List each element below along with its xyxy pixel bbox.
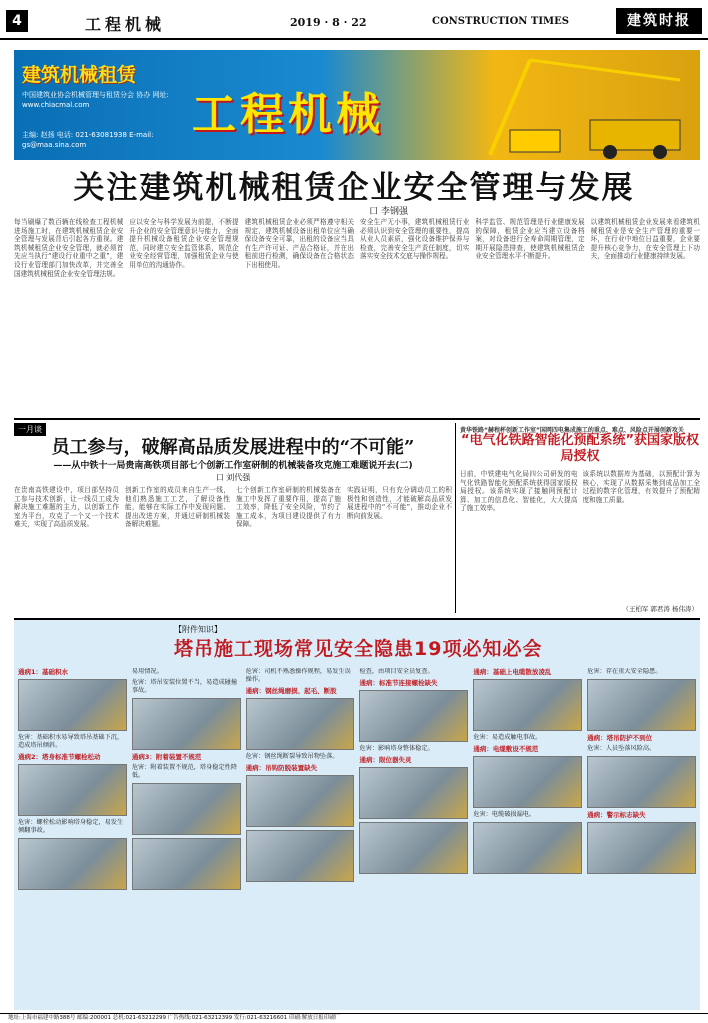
safety-column [473,668,582,1008]
hazard-caption: 危害：司机不熟悉操作规程，易发生误操作。 [245,668,351,683]
article-column: 以建筑机械租赁企业发展来看建筑机械租赁业是安全生产管理的重要一环，在行业中地位日益重要，企业要提升核心竞争力，在安全管理上下功夫，全面推动行业健康持续发展。 [590,218,700,261]
side-story-credit: （王柏军 郭君涛 杨伟涛） [622,605,698,613]
site-photo [18,838,127,890]
feature-subtitle: ——从中铁十一局贵南高铁项目部七个创新工作室研制的机械装备攻克施工难题说开去(二) [53,461,413,471]
article-column: 科学监管、规范管理是行业健康发展的保障，租赁企业应当建立设备档案，对设备进行全寿命周期管理，定期开展隐患排查，使建筑机械租赁企业安全管理水平不断提升。 [475,218,585,261]
article-column: 安全生产无小事，建筑机械租赁行业必须认识到安全管理的重要性，提高从业人员素质，强化设备维护保养与检查，完善安全生产责任制度，切实落实安全技术交底与操作规程。 [359,218,470,261]
safety-column [587,668,696,1008]
page-footer: 地址:上海市福建中路388号 邮编:200001 总机:021-63212299 广告热线:021-63212399 发行:021-63216601 印刷:解放日报印刷厂 [0,1013,708,1023]
site-photo [359,767,468,819]
feature-tag: 一月谈 [14,423,46,436]
site-photo [18,679,127,731]
page-number: 4 [6,10,28,32]
hazard-caption: 危害：钢丝绳断裂导致吊物坠落。 [245,753,339,760]
issue-date: 2019 · 8 · 22 [290,16,367,29]
site-photo [473,822,582,874]
safety-title: 塔吊施工现场常见安全隐患19项必知必会 [174,638,543,660]
lead-headline: 关注建筑机械租赁企业安全管理与发展 [73,170,635,206]
hazard-heading: 通病：标准节连接螺栓缺失 [359,679,438,687]
safety-column [132,668,241,1008]
article-column: 实践证明，只有充分调动员工的积极性和创造性，才能破解高品质发展进程中的“不可能”，推动企业不断向前发展。 [347,486,452,520]
hazard-heading: 通病：吊钩防脱装置缺失 [245,764,318,772]
article-column: 日前，中铁建电气化局四公司研发的电气化铁路智能化预配系统获得国家版权局授权。该系统实现了接触网预配计算、加工的信息化、智能化，大大提高了施工效率。 [460,470,578,513]
hazard-caption: 危害：螺栓松动影响塔身稳定，易发生倾翻事故。 [18,819,124,834]
hazard-heading: 通病：钢丝绳磨损、起毛、断股 [245,687,337,695]
hazard-heading: 通病1：基础积水 [18,668,69,676]
site-photo [132,698,241,750]
site-photo [587,679,696,731]
site-photo [18,764,127,816]
hazard-caption: 危害：存在重大安全隐患。 [587,668,662,675]
banner-org: 中国建筑业协会机械管理与租赁分会 协办 网址: www.chiacmal.com [22,91,169,109]
hazard-caption: 危害：易造成触电事故。 [473,734,542,741]
hazard-heading: 通病：塔吊防护不到位 [587,734,653,742]
hazard-caption: 危害：塔吊安装位置不当，易造成碰撞事故。 [131,679,238,694]
site-photo [132,783,241,835]
hazard-caption: 危害：电缆破损漏电。 [473,811,536,818]
column-rule [455,423,456,613]
safety-column [359,668,468,1008]
side-story-body [460,470,700,600]
banner-subtitle: 建筑机械租赁 [22,64,137,86]
hazard-heading: 通病2：塔身标准节螺栓松动 [18,753,101,761]
hazard-caption: 危害：人员坠落风险高。 [587,745,656,752]
article-column: 该系统以数据库为基础，以预配计算为核心，实现了从数据采集到成品加工全过程的数字化管理，有效提升了预配精度和施工质量。 [582,470,700,504]
article-column: 创新工作室的成员来自生产一线，他们熟悉施工工艺，了解设备性能，能够在实际工作中发现问题、提出改进方案，并通过研制机械装备解决难题。 [125,486,230,529]
feature-title: 员工参与，破解高品质发展进程中的“不可能” [51,437,415,458]
site-photo [132,838,241,890]
feature-author: 口 刘代强 [215,473,251,482]
hazard-heading: 通病：电缆敷设不规范 [473,745,539,753]
lead-article-body [14,218,700,414]
hazard-heading: 通病3：附着装置不规范 [131,753,202,761]
lead-byline: 口 李钢强 [369,207,408,217]
hazard-caption: 危害：基础积水易导致塔吊基础下沉，造成塔吊倾斜。 [18,734,124,749]
paper-english-name: CONSTRUCTION TIMES [432,16,569,27]
hazard-heading: 通病：基础上电缆散放凌乱 [473,668,552,676]
site-photo [587,756,696,808]
hazard-caption: 危害：影响塔身整体稳定。 [359,745,434,752]
article-column: 建筑机械租赁企业必须严格遵守相关规定，建筑机械设备出租单位应当确保设备安全可靠，出租的设备应当具有生产许可证、产品合格证，并在出租前进行检测，确保设备在合格状态下出租使用。 [244,218,354,269]
page-header [0,0,708,40]
site-photo [246,830,355,882]
site-photo [473,756,582,808]
safety-column [246,668,355,1008]
site-photo [587,822,696,874]
feature-body [14,486,452,616]
side-story-title: “电气化铁路智能化预配系统”获国家版权局授权 [460,433,700,464]
article-column: 七个创新工作室研制的机械装备在施工中发挥了重要作用，提高了施工效率，降低了安全风险，节约了施工成本，为项目建设提供了有力保障。 [236,486,341,529]
site-photo [246,775,355,827]
section-name: 工程机械 [85,15,166,34]
site-photo [473,679,582,731]
site-photo [359,822,468,874]
site-photo [359,690,468,742]
site-photo [246,698,355,750]
safety-tag: 【附件知识】 [174,625,222,634]
section-divider [14,418,700,420]
banner-editor: 主编: 赵扬 电话: 021-63081938 E-mail: gs@maa.sina.com [22,131,154,149]
article-column: 应以安全与科学发展为前提，不断提升企业的安全管理意识与能力，全面提升机械设备租赁企业安全管理规范，同时建立安全监管体系，规范企业安全经营管理，加强租赁企业与使用单位的沟通协作。 [129,218,239,269]
safety-section [14,618,700,1010]
side-story-lead: 黄华铁路“赫程杯创新工作室”国网四电集成施工的重点、难点、风险点开展创新攻关 [460,427,684,434]
hazard-heading: 通病：限位器失灵 [359,756,412,764]
hazard-caption: 危害：附着装置不规范，塔身稳定性降低。 [131,764,238,779]
hazard-caption: 易用情况。 [131,668,163,675]
section-banner [14,50,700,160]
crane-illustration [470,50,700,160]
article-column: 在贵南高铁建设中，项目部坚持员工参与技术创新，让一线员工成为解决施工难题的主力，以创新工作室为平台，攻克了一个又一个技术难关，实现了高品质发展。 [14,486,119,529]
hazard-heading: 通病：警示标志缺失 [587,811,646,819]
article-column: 每当刷爆了数百辆在线检查工程机械进场施工时，在建筑机械租赁企业安全管理与发展背后引起各方重视。建筑机械租赁企业安全管理，就必须首先应当执行“建设行业重中之重”，建设行业管理部门加快改革，并完善全国建筑机械租赁企业安全管理法规。 [14,218,124,278]
paper-logo: 建筑时报 [616,8,702,34]
banner-title: 工程机械 [192,89,384,140]
safety-columns [18,668,696,1008]
hazard-caption: 检查，由项目安全员复查。 [359,668,434,675]
safety-column [18,668,127,1008]
